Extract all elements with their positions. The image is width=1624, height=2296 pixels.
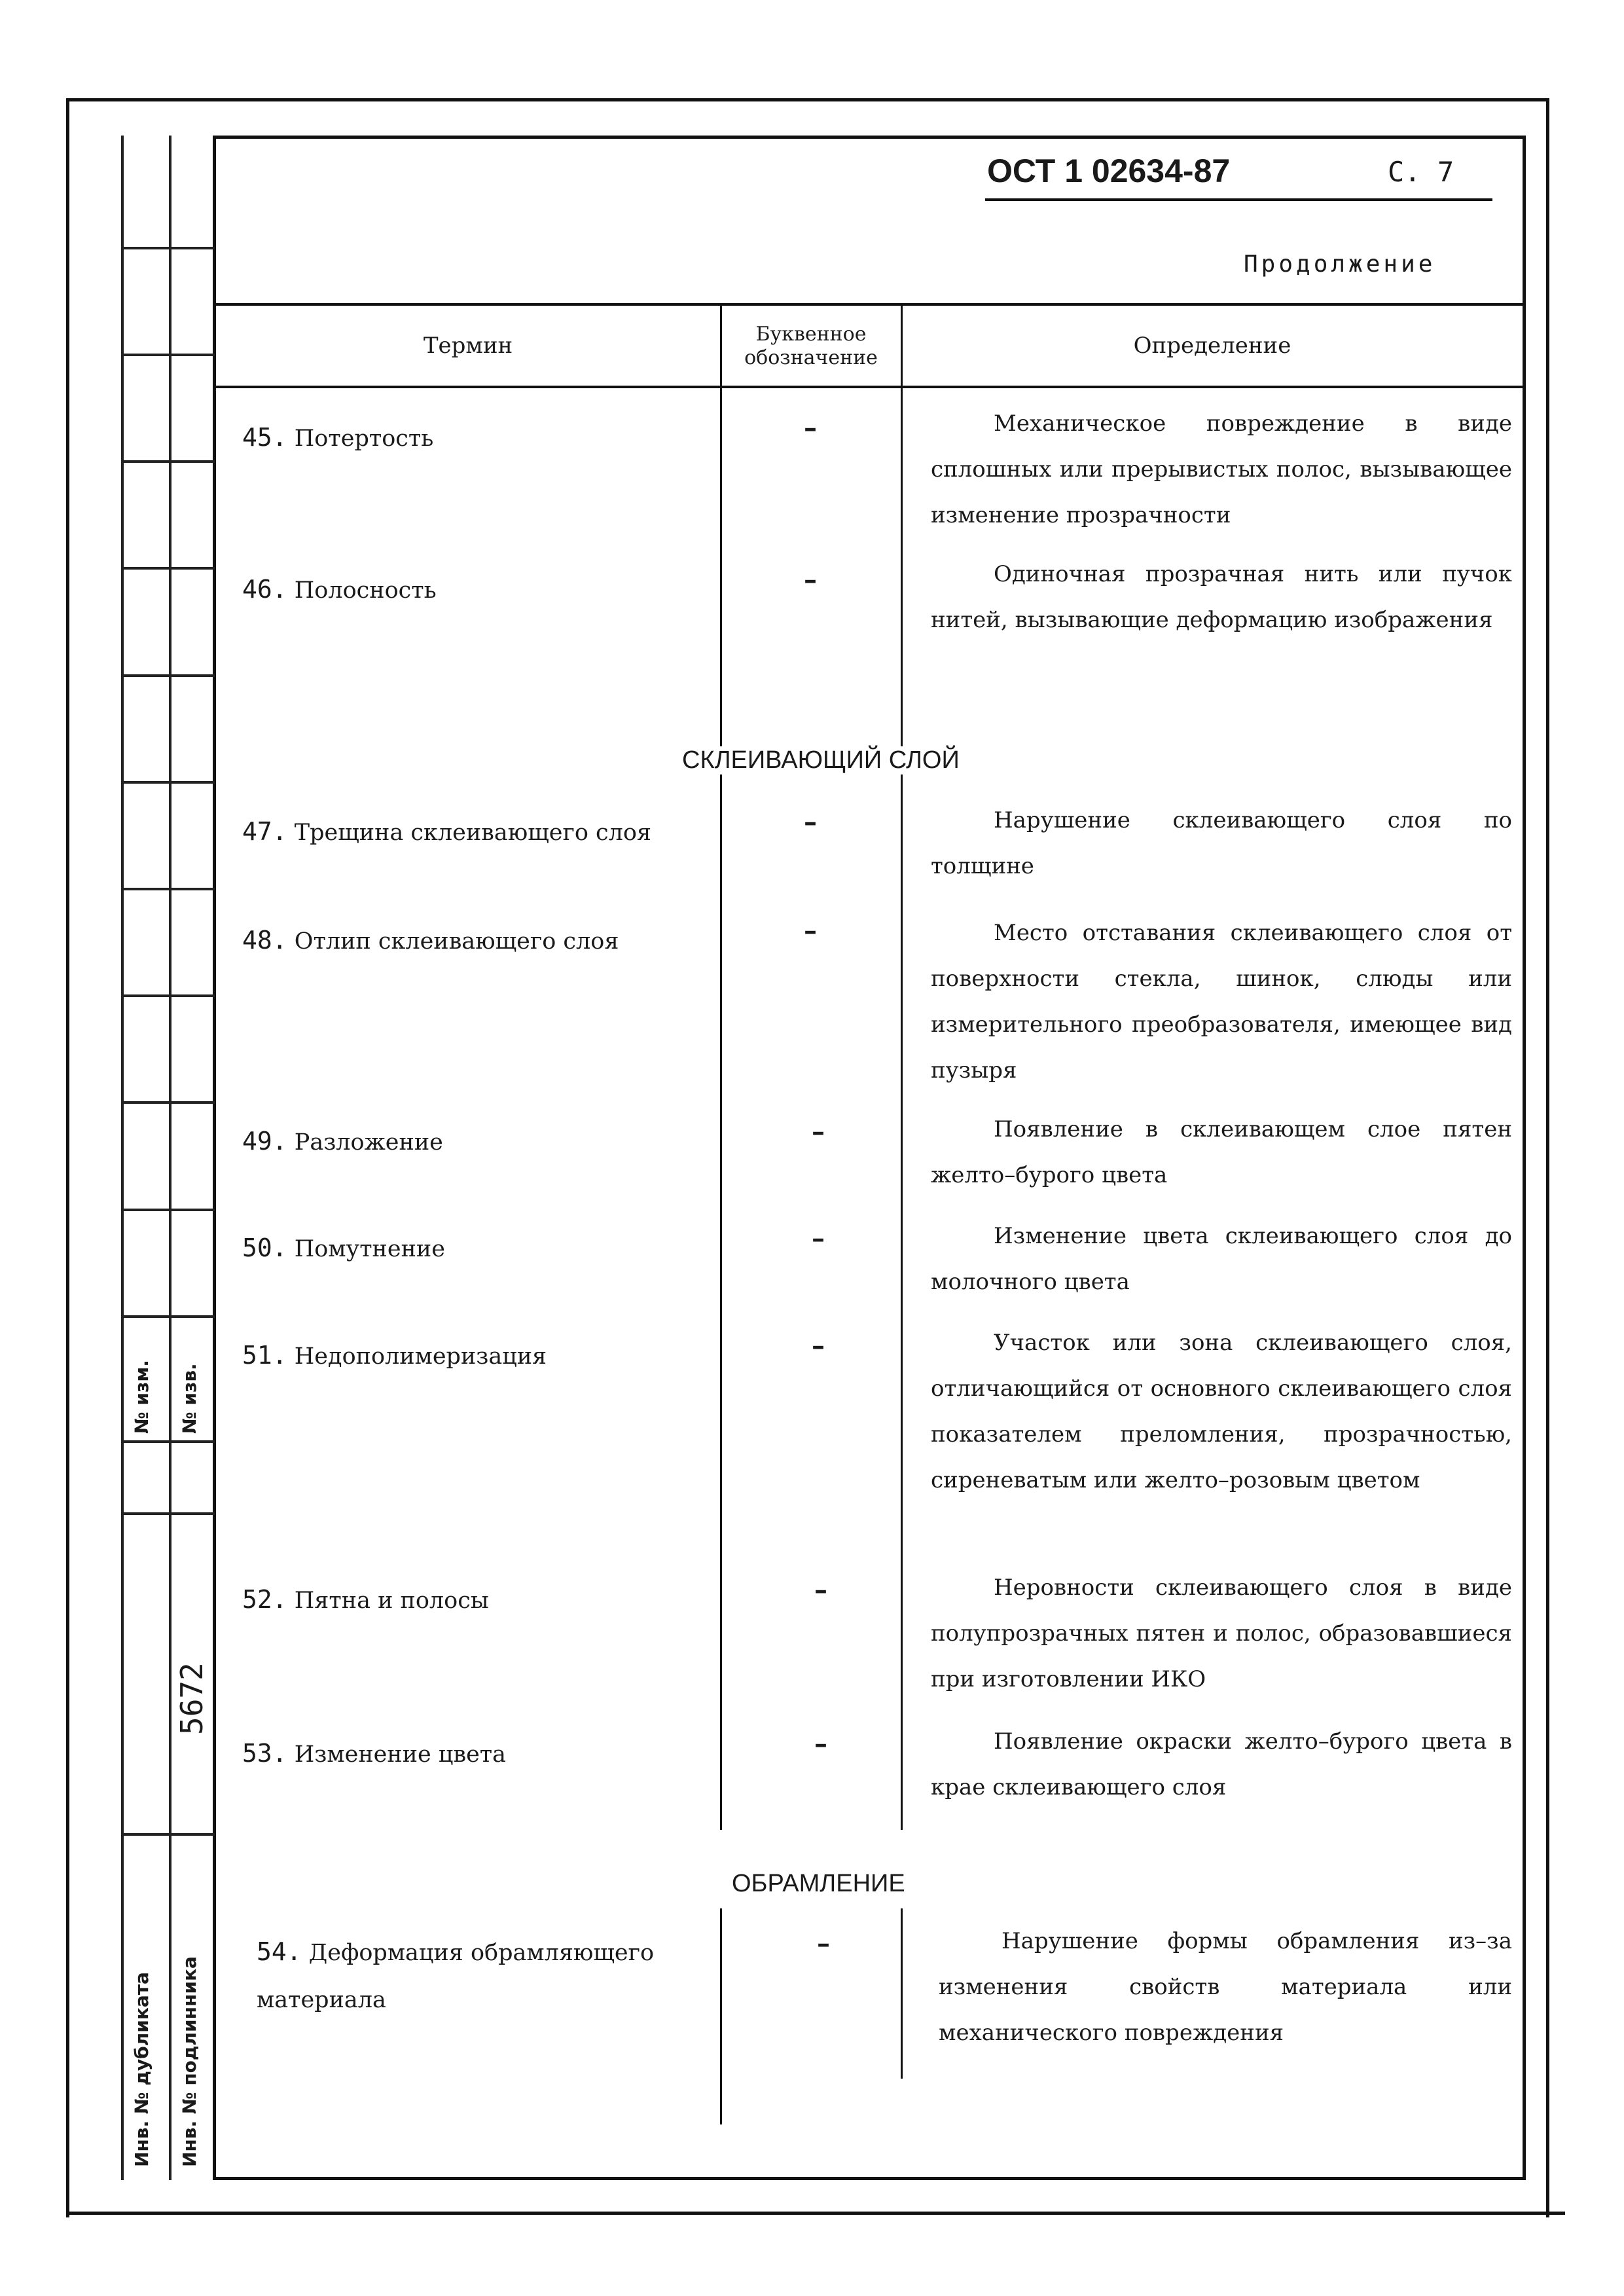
- column-separator: [720, 1908, 722, 2124]
- term-name: Помутнение: [294, 1236, 445, 1262]
- term-name: Полосность: [294, 577, 437, 604]
- column-separator: [901, 782, 903, 1830]
- term-name: Отлип склеивающего слоя: [294, 928, 619, 955]
- symbol-dash: –: [817, 1928, 830, 1959]
- term-definition: Место отставания склеивающего слоя от поверхности стекла, шинок, слюды или измерительного преобразователя, имеющее вид пузыря: [931, 920, 1512, 1084]
- list-item: [242, 915, 619, 966]
- list-item: [242, 807, 651, 858]
- table-top-rule: [216, 303, 1523, 306]
- term-name: Потертость: [294, 426, 434, 452]
- side-cell-divider: [121, 994, 215, 997]
- side-cell-divider: [121, 1833, 215, 1836]
- side-cell-divider: [121, 888, 215, 890]
- column-header-symbol: Буквенное обозначение: [744, 323, 878, 369]
- side-cell-divider: [121, 460, 215, 463]
- side-cell-divider: [121, 1440, 215, 1443]
- side-cell-divider: [121, 247, 215, 249]
- list-item: [242, 1223, 445, 1274]
- side-cell-divider: [121, 354, 215, 356]
- term-definition: Участок или зона склеивающего слоя, отличающийся от основного склеивающего слоя показателем преломления, прозрачностью, сиреневатым или желто–розовым цветом: [931, 1330, 1512, 1493]
- term-name: Изменение цвета: [294, 1741, 507, 1768]
- list-item: [242, 564, 437, 615]
- side-label-duplicate-inv: Инв. № дубликата: [131, 1972, 153, 2167]
- term-definition: Появление окраски желто–бурого цвета в крае склеивающего слоя: [931, 1728, 1512, 1800]
- page-number: С. 7: [1388, 156, 1454, 188]
- symbol-dash: –: [804, 412, 817, 443]
- list-item: [242, 1116, 443, 1167]
- term-definition: Нарушение склеивающего слоя по толщине: [931, 807, 1512, 879]
- term-definition: Изменение цвета склеивающего слоя до молочного цвета: [931, 1223, 1512, 1295]
- list-item: [242, 1728, 506, 1779]
- column-header-definition: Определение: [1133, 333, 1291, 359]
- section-heading-framing: ОБРАМЛЕНИЕ: [727, 1870, 911, 1898]
- side-column-line-1: [121, 136, 124, 2180]
- side-label-change-no: № изм.: [131, 1360, 153, 1434]
- side-cell-divider: [121, 1209, 215, 1211]
- symbol-dash: –: [812, 1223, 825, 1254]
- side-cell-divider: [121, 674, 215, 677]
- table-header-rule: [216, 386, 1523, 388]
- side-cell-divider: [121, 567, 215, 570]
- symbol-dash: –: [812, 1330, 825, 1361]
- term-number: 53.: [242, 1739, 287, 1768]
- column-separator: [901, 1908, 903, 2079]
- continuation-label: Продолжение: [1244, 251, 1436, 278]
- term-definition: Неровности склеивающего слоя в виде полупрозрачных пятен и полос, образовавшиеся при изготовлении ИКО: [931, 1575, 1512, 1692]
- symbol-dash: –: [814, 1575, 827, 1605]
- list-item: [242, 412, 433, 464]
- side-cell-divider: [121, 1512, 215, 1515]
- column-separator: [720, 782, 722, 1830]
- side-label-notice-no: № изв.: [179, 1363, 200, 1434]
- side-cell-divider: [121, 781, 215, 784]
- term-number: 46.: [242, 575, 287, 604]
- side-inventory-number: 5672: [174, 1662, 209, 1735]
- symbol-dash: –: [812, 1116, 825, 1147]
- term-name: Недополимеризация: [294, 1343, 547, 1370]
- section-heading-glue-layer: СКЛЕИВАЮЩИЙ СЛОЙ: [677, 746, 965, 774]
- symbol-dash: –: [804, 564, 817, 595]
- column-header-term: Термин: [423, 333, 513, 359]
- term-name: Разложение: [294, 1129, 443, 1156]
- term-number: 51.: [242, 1341, 287, 1370]
- term-number: 54.: [257, 1937, 302, 1966]
- term-number: 47.: [242, 817, 287, 846]
- term-definition: Появление в склеивающем слое пятен желто–бурого цвета: [931, 1116, 1512, 1188]
- side-cell-divider: [121, 1101, 215, 1104]
- term-number: 45.: [242, 423, 287, 452]
- term-definition: Одиночная прозрачная нить или пучок нитей, вызывающие деформацию изображения: [931, 561, 1512, 633]
- symbol-dash: –: [804, 807, 817, 837]
- term-number: 50.: [242, 1233, 287, 1262]
- symbol-dash: –: [804, 915, 817, 946]
- header-rule: [985, 198, 1492, 201]
- term-definition: Механическое повреждение в виде сплошных или прерывистых полос, вызывающее изменение прозрачности: [931, 410, 1512, 528]
- list-item: [242, 1330, 547, 1381]
- list-item: [242, 1575, 489, 1626]
- symbol-dash: –: [814, 1728, 827, 1759]
- side-cell-divider: [121, 1315, 215, 1318]
- side-column-line-2: [169, 136, 171, 2180]
- side-label-original-inv: Инв. № подлинника: [179, 1956, 200, 2167]
- page-frame-bottom-rule: [66, 2212, 1565, 2215]
- term-number: 52.: [242, 1585, 287, 1614]
- term-name: Трещина склеивающего слоя: [294, 820, 651, 846]
- list-item: [257, 1928, 715, 2024]
- term-name: Деформация обрамляющего материала: [257, 1940, 655, 2013]
- term-number: 48.: [242, 926, 287, 955]
- term-number: 49.: [242, 1127, 287, 1156]
- term-definition: Нарушение формы обрамления из–за изменения свойств материала или механического повреждения: [939, 1928, 1512, 2046]
- document-code: ОСТ 1 02634-87: [987, 153, 1231, 189]
- term-name: Пятна и полосы: [294, 1588, 489, 1614]
